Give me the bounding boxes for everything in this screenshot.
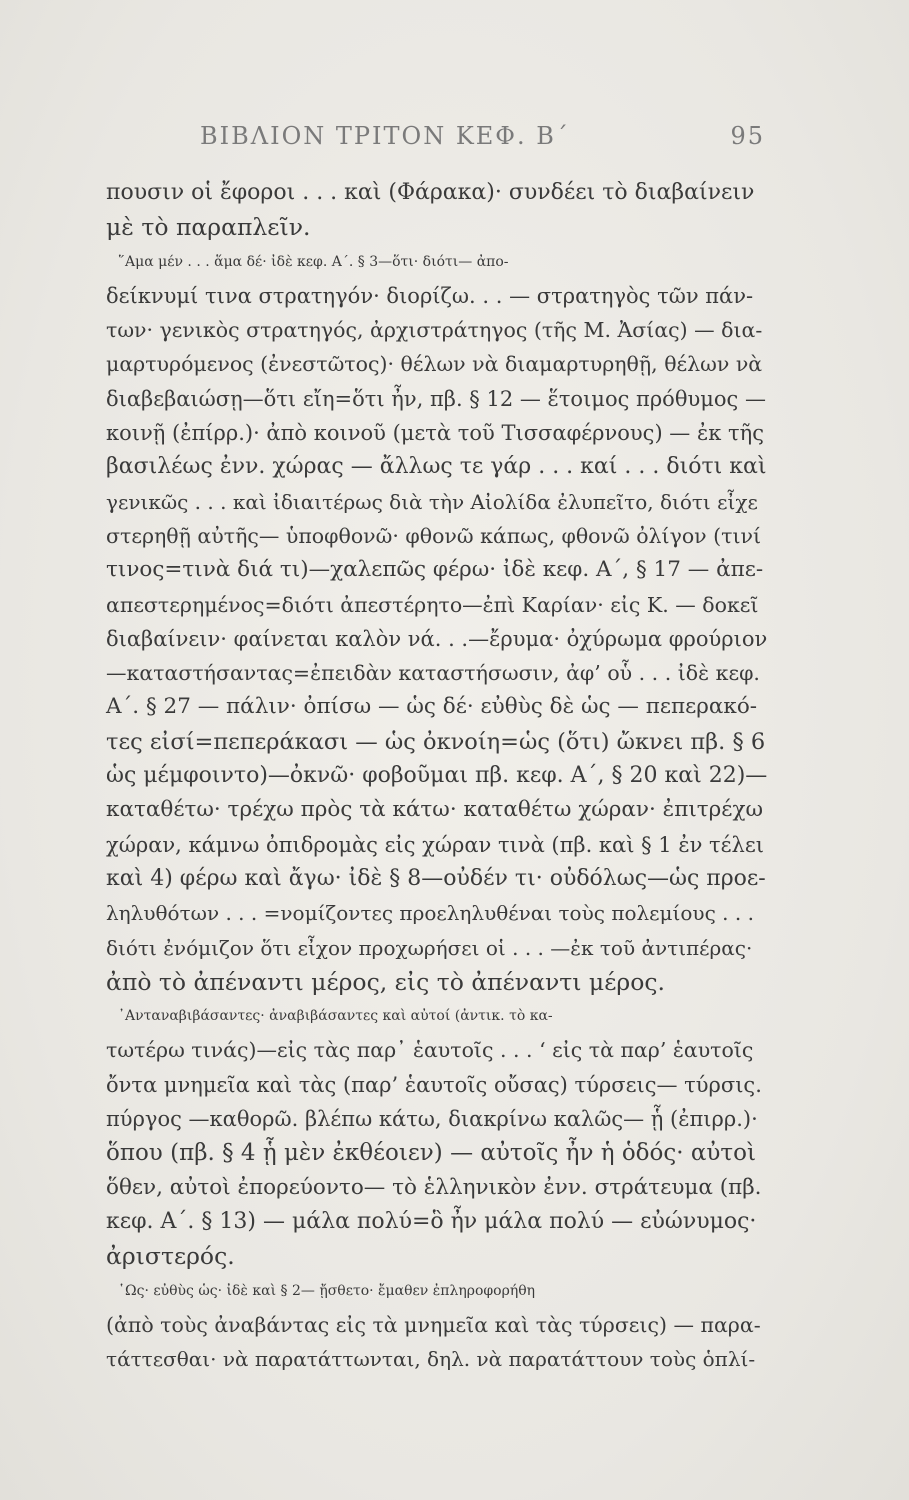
text-line: κεφ. Α΄. § 13) — μάλα πολύ=ὃ ἦν μάλα πολύ — εὐώνυμος· xyxy=(106,1208,757,1234)
text-line: απεστερημένος=διότι ἀπεστέρητο—ἐπὶ Καρίαν· εἰς Κ. — δοκεῖ xyxy=(106,592,759,617)
text-line: των· γενικὸς στρατηγός, ἀρχιστράτηγος (τῆς Μ. Ἀσίας) — δια- xyxy=(106,318,763,343)
text-line: κοινῇ (ἐπίρρ.)· ἀπὸ κοινοῦ (μετὰ τοῦ Τισσαφέρνους) — ἐκ τῆς xyxy=(106,421,765,446)
text-line: δείκνυμί τινα στρατηγόν· διορίζω. . . — στρατηγὸς τῶν πάν- xyxy=(106,283,754,308)
text-line: τινος=τινὰ διά τι)—χαλεπῶς φέρω· ἰδὲ κεφ. Α΄, § 17 — ἀπε- xyxy=(106,557,764,583)
text-line: ᾿Ανταναβιβάσαντες· ἀναβιβάσαντες καὶ αὐτοί (ἀντικ. τὸ κα- xyxy=(118,1008,553,1025)
text-line: διαβεβαιώσῃ—ὅτι εἴη=ὅτι ἦν, πβ. § 12 — ἕτοιμος πρόθυμος — xyxy=(106,386,766,411)
text-line: ῞Αμα μέν . . . ἅμα δέ· ἰδὲ κεφ. Α΄. § 3—ὅτι· διότι— ἀπο- xyxy=(118,253,509,270)
text-line: βασιλέως ἐνν. χώρας — ἄλλως τε γάρ . . . καί . . . διότι καὶ xyxy=(106,454,767,480)
text-line: ληλυθότων . . . =νομίζοντες προεληλυθέναι τοὺς πολεμίους . . . xyxy=(106,901,754,926)
running-title: ΒΙΒΛΙΟΝ ΤΡΙΤΟΝ ΚΕΦ. Β΄ xyxy=(200,122,570,150)
text-line: γενικῶς . . . καὶ ἰδιαιτέρως διὰ τὴν Αἰολίδα ἐλυπεῖτο, διότι εἶχε xyxy=(106,489,758,514)
commentary-text xyxy=(106,176,766,1376)
text-line: ἀριστερός. xyxy=(106,1242,235,1271)
text-line: διαβαίνειν· φαίνεται καλὸν νά. . .—ἔρυμα· ὀχύρωμα φρούριον xyxy=(106,626,768,651)
text-line: Α΄. § 27 — πάλιν· ὀπίσω — ὡς δέ· εὐθὺς δὲ ὡς — πεπερακό- xyxy=(106,694,758,720)
text-line: ῾Ως· εὐθὺς ὡς· ἰδὲ καὶ § 2— ᾔσθετο· ἔμαθεν ἐπληροφορήθη xyxy=(118,1282,536,1299)
text-line: διότι ἐνόμιζον ὅτι εἶχον προχωρήσει οἱ . . . —ἐκ τοῦ ἀντιπέρας· xyxy=(106,935,753,960)
text-line: —καταστήσαντας=ἐπειδὰν καταστήσωσιν, ἀφ’ οὗ . . . ἰδὲ κεφ. xyxy=(106,661,760,686)
text-line: τάττεσθαι· νὰ παρατάττωνται, δηλ. νὰ παρατάττουν τοὺς ὁπλί- xyxy=(106,1347,756,1372)
text-line: καὶ 4) φέρω καὶ ἄγω· ἰδὲ § 8—οὐδέν τι· οὐδόλως—ὡς προε- xyxy=(106,865,766,891)
text-line: χώραν, κάμνω ὀπιδρομὰς εἰς χώραν τινὰ (πβ. καὶ § 1 ἐν τέλει xyxy=(106,832,764,857)
text-line: ὡς μέμφοιντο)—ὀκνῶ· φοβοῦμαι πβ. κεφ. Α΄, § 20 καὶ 22)— xyxy=(106,763,768,789)
running-header xyxy=(200,122,765,162)
page-number: 95 xyxy=(730,122,765,150)
text-line: μαρτυρόμενος (ἐνεστῶτος)· θέλων νὰ διαμαρτυρηθῇ, θέλων νὰ xyxy=(106,352,763,377)
text-line: στερηθῇ αὐτῆς— ὑποφθονῶ· φθονῶ κάπως, φθονῶ ὀλίγον (τινί xyxy=(106,523,762,548)
text-line: πύργος —καθορῶ. βλέπω κάτω, διακρίνω καλῶς— ᾗ (ἐπιρρ.)· xyxy=(106,1107,758,1132)
text-line: πουσιν οἱ ἔφοροι . . . καὶ (Φάρακα)· συνδέει τὸ διαβαίνειν xyxy=(106,180,755,205)
text-line: καταθέτω· τρέχω πρὸς τὰ κάτω· καταθέτω χώραν· ἐπιτρέχω xyxy=(106,797,763,823)
text-line: τες εἰσί=πεπεράκασι — ὡς ὀκνοίη=ὡς (ὅτι) ὤκνει πβ. § 6 xyxy=(106,728,766,755)
text-line: ἀπὸ τὸ ἀπέναντι μέρος, εἰς τὸ ἀπέναντι μέρος. xyxy=(106,967,665,996)
text-line: ὄντα μνημεῖα καὶ τὰς (παρ’ ἑαυτοῖς οὔσας) τύρσεις— τύρσις. xyxy=(106,1072,762,1097)
text-line: ὅπου (πβ. § 4 ᾗ μὲν ἐκθέοιεν) — αὐτοῖς ἦν ἡ ὁδός· αὐτοὶ xyxy=(106,1140,756,1167)
text-line: ὅθεν, αὐτοὶ ἐπορεύοντο— τὸ ἑλληνικὸν ἐνν. στράτευμα (πβ. xyxy=(106,1174,762,1200)
text-line: τωτέρω τινάς)—εἰς τὰς παρ᾽ ἑαυτοῖς . . . ‘ εἰς τὰ παρ’ ἑαυτοῖς xyxy=(106,1038,754,1063)
text-line: μὲ τὸ παραπλεῖν. xyxy=(106,213,311,242)
text-line: (ἀπὸ τοὺς ἀναβάντας εἰς τὰ μνημεῖα καὶ τὰς τύρσεις) — παρα- xyxy=(106,1312,761,1337)
